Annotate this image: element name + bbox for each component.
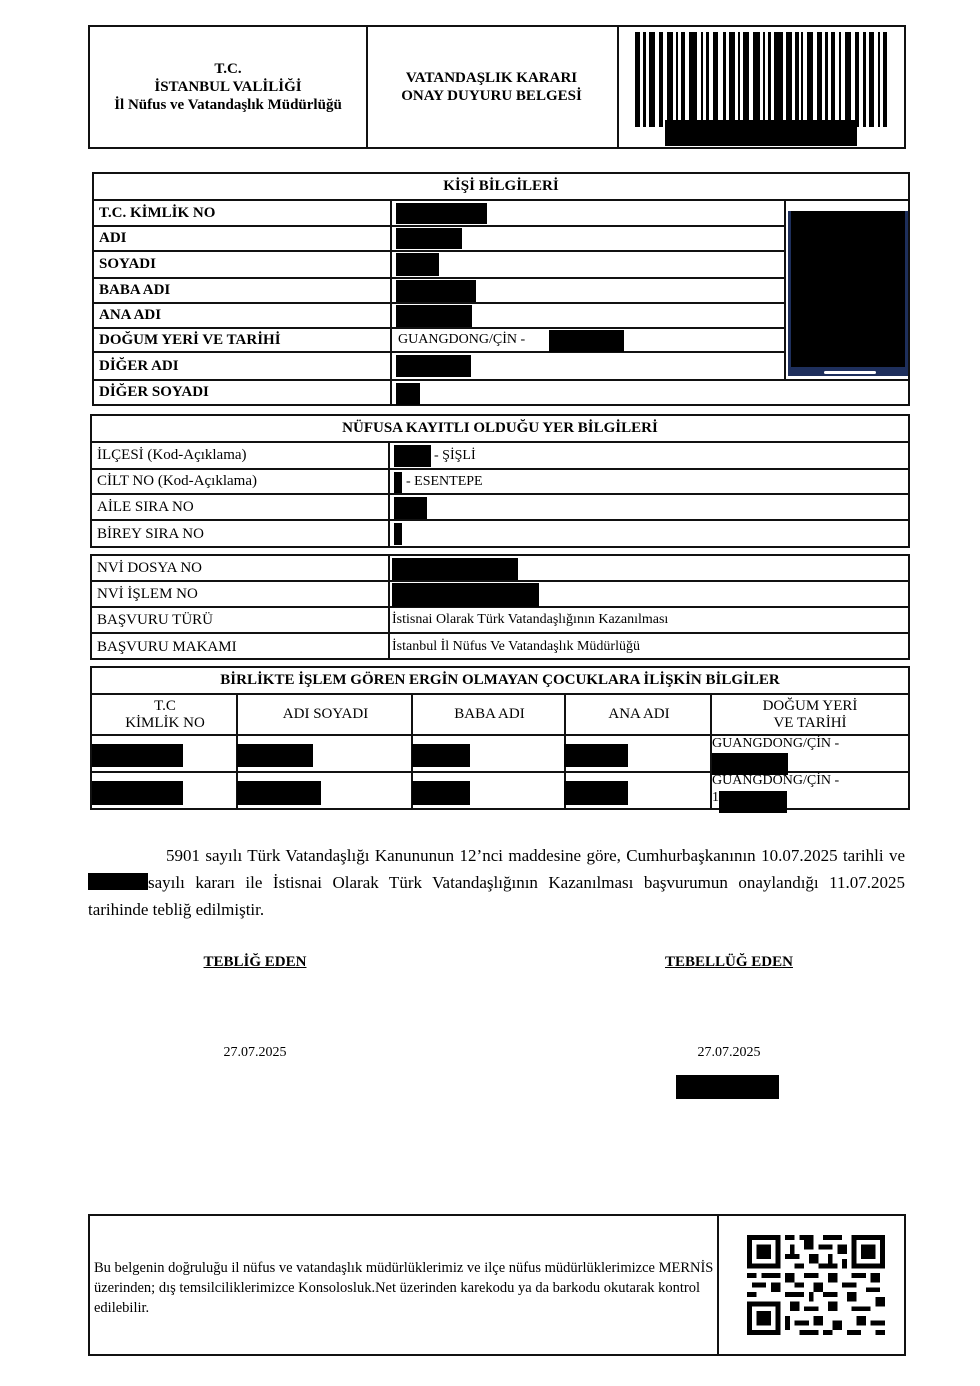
field-label: ADI <box>94 227 392 250</box>
issuing-authority <box>90 27 368 147</box>
field-label: NVİ İŞLEM NO <box>92 582 390 606</box>
column-header-name: ADI SOYADI <box>282 706 369 722</box>
row-application-type <box>92 608 908 634</box>
row-name <box>94 227 786 252</box>
field-value: - ESENTEPE <box>406 473 483 489</box>
children-table <box>92 695 908 808</box>
redacted-birth-date <box>712 753 788 775</box>
children-info-section <box>90 666 910 810</box>
header-line: KİMLİK NO <box>125 714 205 731</box>
birth-place: GUANGDONG/ÇİN - <box>712 736 840 751</box>
field-label: BAŞVURU TÜRÜ <box>92 608 390 632</box>
redacted-tc <box>92 744 183 767</box>
statement-text-2: sayılı kararı ile İstisnai Olarak Türk Vatandaşlığının Kazanılması başvurumun onaylandığı 11.07.2025 tarihinde tebliğ edilmiştir. <box>88 873 905 919</box>
statement-paragraph <box>88 842 905 923</box>
field-value: İstisnai Olarak Türk Vatandaşlığının Kazanılması <box>392 612 669 627</box>
qr-code-icon <box>747 1234 885 1336</box>
row-volume-no <box>92 470 908 495</box>
row-mother-name <box>94 304 786 329</box>
field-label: SOYADI <box>94 252 392 277</box>
redacted-value <box>396 228 462 249</box>
redacted-father <box>412 781 470 805</box>
redacted-value <box>396 383 420 405</box>
redacted-name <box>237 744 313 767</box>
birth-prefix: 1 <box>712 790 719 805</box>
redacted-value <box>549 330 624 352</box>
field-label: DOĞUM YERİ VE TARİHİ <box>94 329 392 351</box>
field-label: BAŞVURU MAKAMI <box>92 634 390 660</box>
redacted-value <box>392 558 518 580</box>
qr-cell <box>717 1216 904 1354</box>
document-title-line-2: ONAY DUYURU BELGESİ <box>401 88 582 104</box>
redacted-name <box>237 781 321 805</box>
redacted-signature <box>676 1075 779 1099</box>
field-label: İLÇESİ (Kod-Açıklama) <box>92 443 390 468</box>
field-label: DİĞER SOYADI <box>94 381 392 404</box>
personal-info-section <box>92 172 910 406</box>
row-district <box>92 443 908 470</box>
redacted-value <box>394 445 431 467</box>
column-header-tc-no <box>92 695 238 734</box>
column-header-birth <box>712 695 908 734</box>
row-birth-place-date <box>94 329 786 353</box>
redacted-value <box>394 497 427 519</box>
redacted-value <box>396 203 487 224</box>
redacted-tc <box>92 781 183 805</box>
redacted-photo <box>788 211 908 376</box>
redacted-value <box>392 583 539 607</box>
notifier-title: TEBLİĞ EDEN <box>203 954 307 970</box>
section-title: KİŞİ BİLGİLERİ <box>94 174 908 201</box>
row-father-name <box>94 279 786 304</box>
redacted-barcode-number <box>665 120 857 146</box>
field-value: İstanbul İl Nüfus Ve Vatandaşlık Müdürlüğü <box>392 639 640 654</box>
barcode-cell <box>617 27 904 147</box>
redacted-value <box>394 472 402 493</box>
notifier-date: 27.07.2025 <box>223 1045 287 1060</box>
document-title <box>366 27 619 147</box>
row-family-no <box>92 495 908 521</box>
row-other-name <box>94 353 786 379</box>
row-individual-no <box>92 521 908 548</box>
application-info-section <box>90 554 910 660</box>
redacted-value <box>394 523 402 545</box>
row-tc-no <box>94 201 786 227</box>
authority-line-2: İSTANBUL VALİLİĞİ <box>154 79 302 95</box>
row-other-surname <box>94 379 908 404</box>
redacted-value <box>396 305 472 327</box>
row-transaction-no <box>92 582 908 608</box>
header-line: DOĞUM YERİ <box>762 697 858 714</box>
field-label: BİREY SIRA NO <box>92 521 390 548</box>
column-header-father: BABA ADI <box>454 706 525 722</box>
authority-line-3: İl Nüfus ve Vatandaşlık Müdürlüğü <box>114 97 342 113</box>
field-label: AİLE SIRA NO <box>92 495 390 519</box>
redacted-mother <box>564 744 628 767</box>
verification-footer <box>88 1214 906 1356</box>
document-title-line-1: VATANDAŞLIK KARARI <box>405 70 578 86</box>
field-label: NVİ DOSYA NO <box>92 556 390 580</box>
birth-place: GUANGDONG/ÇİN - <box>712 773 840 788</box>
redacted-value <box>396 253 439 276</box>
recipient-title: TEBELLÜĞ EDEN <box>665 954 793 970</box>
field-label: ANA ADI <box>94 304 392 327</box>
statement-text-1: 5901 sayılı Türk Vatandaşlığı Kanununun 12’nci maddesine göre, Cumhurbaşkanının 10.07.2025 tarihli ve <box>166 846 905 865</box>
field-label: T.C. KİMLİK NO <box>94 201 392 225</box>
photo-cell <box>784 201 908 379</box>
authority-line-1: T.C. <box>214 61 242 77</box>
recipient-date: 27.07.2025 <box>697 1045 761 1060</box>
field-label: DİĞER ADI <box>94 353 392 379</box>
barcode-icon <box>631 32 893 127</box>
redacted-value <box>396 355 471 377</box>
redacted-value <box>396 280 476 302</box>
redacted-father <box>412 744 470 767</box>
field-label: BABA ADI <box>94 279 392 302</box>
registry-rows <box>92 443 908 546</box>
row-file-no <box>92 556 908 582</box>
header-line: VE TARİHİ <box>773 714 847 731</box>
document-header <box>88 25 906 149</box>
section-title: NÜFUSA KAYITLI OLDUĞU YER BİLGİLERİ <box>92 416 908 443</box>
verification-text: Bu belgenin doğruluğu il nüfus ve vatandaşlık müdürlüklerimiz ve ilçe nüfus müdürlüklerimizce MERNİS üzerinden; dış temsilciliklerimizce Konsolosluk.Net üzerinden karekodu ya da barkodu okutarak kontrol edilebilir. <box>94 1260 714 1316</box>
row-surname <box>94 252 786 279</box>
personal-info-rows <box>94 201 786 404</box>
row-application-office <box>92 634 908 660</box>
field-value: GUANGDONG/ÇİN - <box>398 332 526 347</box>
redacted-birth-date <box>719 791 787 813</box>
registry-info-section <box>90 414 910 548</box>
column-header-mother: ANA ADI <box>608 706 670 722</box>
field-value: - ŞİŞLİ <box>434 447 476 463</box>
field-label: CİLT NO (Kod-Açıklama) <box>92 470 390 493</box>
redacted-decision-no <box>88 873 148 890</box>
header-line: T.C <box>154 697 176 714</box>
redacted-mother <box>564 781 628 805</box>
section-title: BİRLİKTE İŞLEM GÖREN ERGİN OLMAYAN ÇOCUKLARA İLİŞKİN BİLGİLER <box>92 668 908 695</box>
